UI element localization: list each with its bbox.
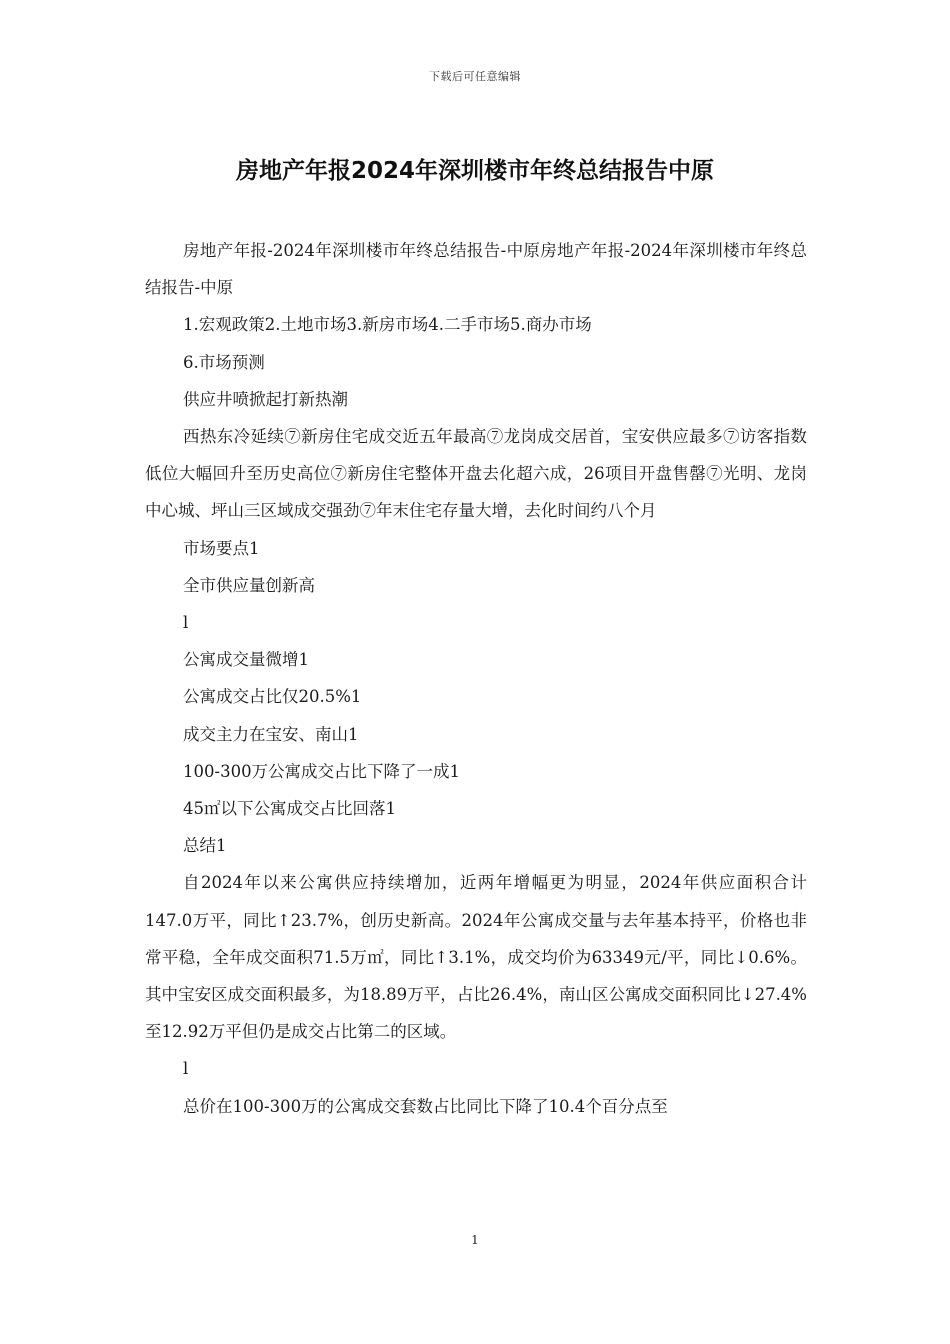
paragraph-market-points: 市场要点1 bbox=[183, 538, 260, 558]
paragraph-point: 全市供应量创新高 bbox=[183, 575, 315, 595]
paragraph-summary-heading: 总结1 bbox=[183, 836, 227, 856]
paragraph-point: 100-300万公寓成交占比下降了一成1 bbox=[183, 761, 461, 781]
paragraph-heading: 供应井喷掀起打新热潮 bbox=[183, 389, 348, 409]
page-number: 1 bbox=[471, 1233, 479, 1247]
paragraph-price-range: 总价在100-300万的公寓成交套数占比同比下降了10.4个百分点至 bbox=[183, 1096, 668, 1116]
paragraph-point: 45㎡以下公寓成交占比回落1 bbox=[183, 799, 396, 819]
paragraph-point: l bbox=[183, 613, 189, 633]
paragraph-intro: 房地产年报-2024年深圳楼市年终总结报告-中原房地产年报-2024年深圳楼市年终总结报告-中原 bbox=[145, 241, 807, 298]
paragraph-contents-cont: 6.市场预测 bbox=[183, 352, 265, 372]
paragraph-point: l bbox=[183, 1059, 189, 1079]
paragraph-highlights: 西热东冷延续⑦新房住宅成交近五年最高⑦龙岗成交居首，宝安供应最多⑦访客指数低位大幅回升至历史高位⑦新房住宅整体开盘去化超六成，26项目开盘售罄⑦光明、龙岗中心城、坪山三区域成交强劲⑦年末住宅存量大增，去化时间约八个月 bbox=[145, 427, 807, 521]
paragraph-point: 公寓成交占比仅20.5%1 bbox=[183, 687, 362, 707]
header-note: 下载后可任意编辑 bbox=[429, 70, 521, 83]
paragraph-summary: 自2024年以来公寓供应持续增加，近两年增幅更为明显，2024年供应面积合计147.0万平，同比↑23.7%，创历史新高。2024年公寓成交量与去年基本持平，价格也非常平稳，全年成交面积71.5万㎡，同比↑3.1%，成交均价为63349元/平，同比↓0.6%。其中宝安区成交面积最多，为18.89万平，占比26.4%，南山区公寓成交面积同比↓27.4%至12.92万平但仍是成交占比第二的区域。 bbox=[145, 873, 807, 1042]
paragraph-point: 公寓成交量微增1 bbox=[183, 650, 309, 670]
document-body bbox=[145, 232, 807, 1125]
document-title: 房地产年报2024年深圳楼市年终总结报告中原 bbox=[235, 158, 714, 184]
paragraph-contents: 1.宏观政策2.土地市场3.新房市场4.二手市场5.商办市场 bbox=[183, 315, 592, 335]
paragraph-point: 成交主力在宝安、南山1 bbox=[183, 724, 359, 744]
